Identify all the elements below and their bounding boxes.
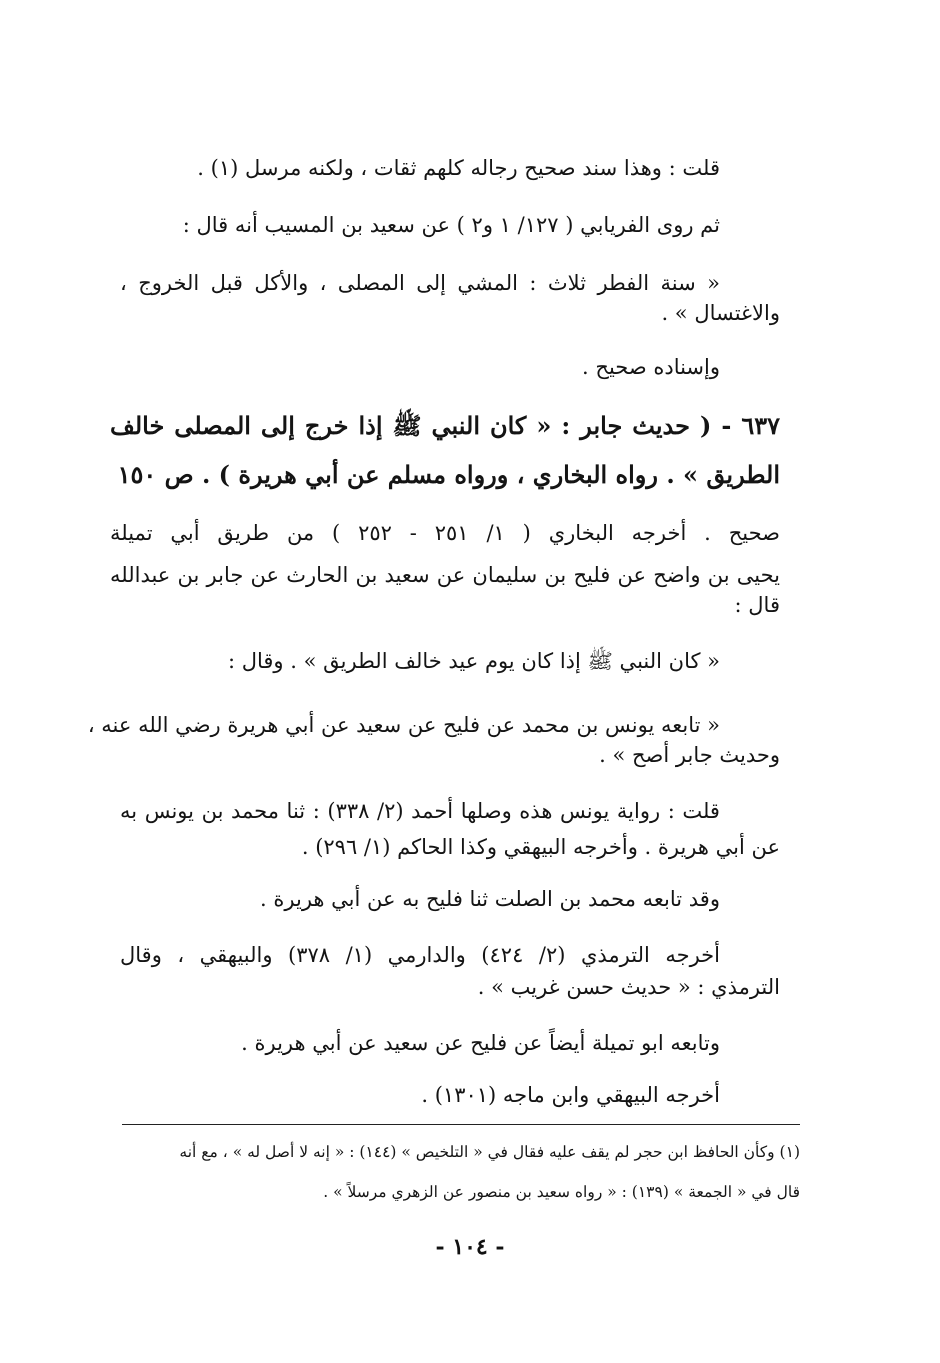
hadith-heading-line-1: ٦٣٧ - ( حديث جابر : « كان النبي ﷺ إذا خرج إلى المصلى خالف	[110, 411, 780, 440]
text-line-12: « تابعه يونس بن محمد عن فليح عن سعيد عن أبي هريرة رضي الله عنه ،	[87, 713, 720, 737]
text-line-16: وقد تابعه محمد بن الصلت ثنا فليح به عن أبي هريرة .	[260, 887, 720, 911]
text-line-20: أخرجه البيهقي وابن ماجه (١٣٠١) .	[421, 1083, 720, 1107]
text-line-19: وتابعه ابو تميلة أيضاً عن فليح عن سعيد عن أبي هريرة .	[241, 1031, 720, 1055]
text-line-18: الترمذي : « حديث حسن غريب » .	[477, 975, 780, 999]
text-line-11: « كان النبي ﷺ إذا كان يوم عيد خالف الطريق » . وقال :	[227, 649, 720, 673]
footnote-line-2: قال في « الجمعة » (١٣٩) : « رواه سعيد بن منصور عن الزهري مرسلاً » .	[323, 1183, 800, 1201]
text-line-3: « سنة الفطر ثلاث : المشي إلى المصلى ، والأكل قبل الخروج ،	[120, 271, 720, 295]
text-line-1: قلت : وهذا سند صحيح رجاله كلهم ثقات ، ولكنه مرسل (١) .	[197, 156, 720, 180]
text-line-8: صحيح . أخرجه البخاري ( ١/ ٢٥١ - ٢٥٢ ) من طريق أبي تميلة	[110, 521, 780, 545]
text-line-15: عن أبي هريرة . وأخرجه البيهقي وكذا الحاكم (١/ ٢٩٦) .	[301, 835, 780, 859]
text-line-17: أخرجه الترمذي (٢/ ٤٢٤) والدارمي (١/ ٣٧٨) والبيهقي ، وقال	[120, 943, 720, 967]
text-line-5: وإسناده صحيح .	[582, 355, 720, 379]
text-line-2: ثم روى الفريابي ( ١٢٧/ ١ و٢ ) عن سعيد بن المسيب أنه قال :	[182, 213, 720, 237]
text-line-13: وحديث جابر أصح » .	[599, 743, 780, 767]
text-line-14: قلت : رواية يونس هذه وصلها أحمد (٢/ ٣٣٨) : ثنا محمد بن يونس به	[120, 799, 720, 823]
hadith-heading-line-2: الطريق » . رواه البخاري ، ورواه مسلم عن أبي هريرة ) . ص ١٥٠	[117, 460, 780, 489]
text-line-4: والاغتسال » .	[661, 301, 780, 325]
footnote-divider	[122, 1124, 800, 1125]
footnote-line-1: (١) وكأن الحافظ ابن حجر لم يقف عليه فقال في « التلخيص » (١٤٤) : « إنه لا أصل له » ، مع أنه	[179, 1143, 800, 1161]
text-line-10: قال :	[734, 593, 780, 617]
page-number: - ١٠٤ -	[435, 1234, 505, 1260]
text-line-9: يحيى بن واضح عن فليح بن سليمان عن سعيد بن الحارث عن جابر بن عبدالله	[110, 563, 780, 587]
